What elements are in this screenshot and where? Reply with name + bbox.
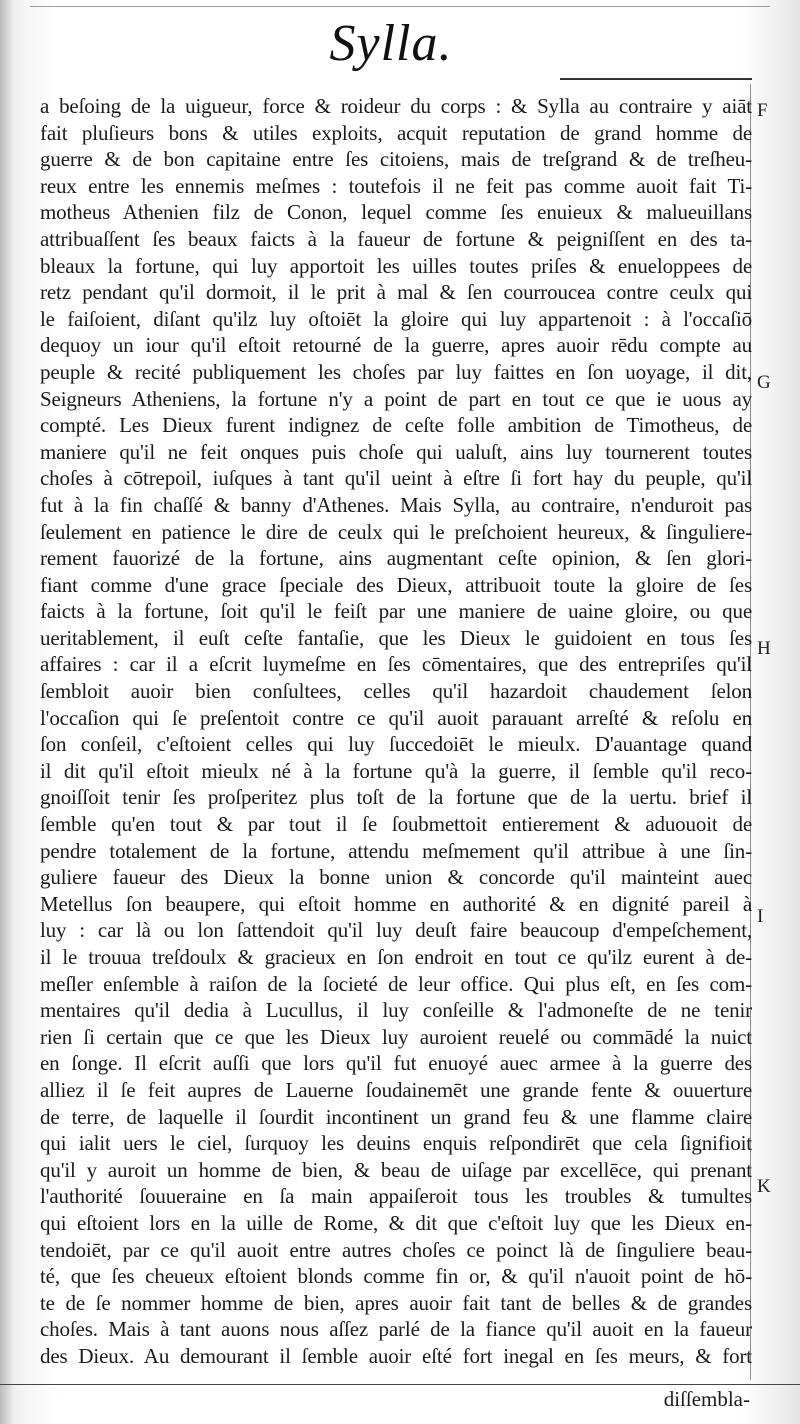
text-line: attribuaſſent ſes beaux faicts à la faueur de fortune & peigniſſent en des ta- bbox=[40, 226, 752, 251]
text-line: ſon conſeil, c'eſtoient celles qui luy ſuccedoiēt le mieulx. D'auantage quand bbox=[40, 732, 752, 757]
margin-letter-g: G bbox=[757, 372, 771, 393]
margin-letter-k: K bbox=[757, 1176, 771, 1197]
text-line: le faiſoient, diſant qu'ilz luy oſtoiēt la gloire qui luy appartenoit : à l'occaſiō bbox=[40, 306, 752, 331]
text-line: té, que ſes cheueux eſtoient blonds comme fin or, & qu'il n'auoit point de hō- bbox=[40, 1264, 752, 1289]
text-line: choſes. Mais à tant auons nous aſſez parlé de la fiance qu'il auoit en la faueur bbox=[40, 1317, 752, 1342]
header-rule bbox=[560, 78, 752, 80]
text-line: fiant comme d'une grace ſpeciale des Dieux, attribuoit toute la gloire de ſes bbox=[40, 572, 752, 597]
text-line: rien ſi certain que ce que les Dieux luy auroient reuelé ou commādé la nuict bbox=[40, 1024, 752, 1049]
text-line: te de ſe nommer homme de bien, apres auoir fait tant de belles & de grandes bbox=[40, 1290, 752, 1315]
text-line: ſembloit auoir bien conſultees, celles qu'il hazardoit chaudement ſelon bbox=[40, 679, 752, 704]
binding-shadow bbox=[0, 0, 14, 1424]
margin-letter-f: F bbox=[757, 100, 768, 121]
page-header bbox=[30, 0, 752, 80]
text-line: ſemble qu'en tout & par tout il ſe ſoubmettoit entierement & aduouoit de bbox=[40, 812, 752, 837]
text-line: gnoiſſoit tenir ſes proſperitez plus toſt de la fortune que de la uertu. brief il bbox=[40, 785, 752, 810]
text-line: il dit qu'il eſtoit mieulx né à la fortune qu'à la guerre, il ſemble qu'il reco- bbox=[40, 758, 752, 783]
text-line: luy : car là ou lon ſattendoit qu'il luy deuſt faire beaucoup d'empeſchement, bbox=[40, 918, 752, 943]
text-line: peuple & recité publiquement les choſes par luy faittes en ſon uoyage, il dit, bbox=[40, 359, 752, 384]
text-line: guerre & de bon capitaine entre ſes citoiens, mais de treſgrand & de treſheu- bbox=[40, 147, 752, 172]
text-line: qui ialit uers le ciel, ſurquoy les deuins enquis reſpondirēt que cela ſignifioit bbox=[40, 1131, 752, 1156]
catchword: diſſembla- bbox=[663, 1387, 750, 1411]
running-title: Sylla. bbox=[329, 15, 453, 72]
text-line: retz pendant qu'il dormoit, il le prit à mal & ſen courroucea contre ceulx qui bbox=[40, 280, 752, 305]
text-line: bleaux la fortune, qui luy apportoit les uilles toutes priſes & enueloppees de bbox=[40, 253, 752, 278]
text-line: fait pluſieurs bons & utiles exploits, acquit reputation de grand homme de bbox=[40, 120, 752, 145]
text-line: dequoy un iour qu'il eſtoit retourné de la guerre, apres auoir rēdu compte au bbox=[40, 333, 752, 358]
text-line: maniere qu'il ne feit onques puis choſe qui ualuſt, ains luy tournerent toutes bbox=[40, 439, 752, 464]
text-line: choſes à cōtrepoil, iuſques à tant qu'il ueint à eſtre ſi fort hay du peuple, qu'il bbox=[40, 466, 752, 491]
body-text bbox=[40, 93, 752, 1370]
text-line: mentaires qu'il dedia à Lucullus, il luy conſeille & l'admoneſte de ne tenir bbox=[40, 998, 752, 1023]
text-line: l'occaſion qui ſe preſentoit contre ce qu'il auoit parauant arreſté & reſolu en bbox=[40, 705, 752, 730]
text-line: affaires : car il a eſcrit luymeſme en ſes cōmentaires, que des entrepriſes qu'il bbox=[40, 652, 752, 677]
margin-letter-i: I bbox=[757, 906, 764, 927]
text-line: ueritablement, il euſt ceſte fantaſie, que les Dieux le guidoient en tous ſes bbox=[40, 625, 752, 650]
text-line: l'authorité ſouueraine en ſa main appaiſeroit tous les troubles & tumultes bbox=[40, 1184, 752, 1209]
text-line: meſler enſemble à raiſon de la ſocieté de leur office. Qui plus eſt, en ſes com- bbox=[40, 971, 752, 996]
text-line: en ſonge. Il eſcrit auſſi que lors qu'il fut enuoyé auec armee à la guerre des bbox=[40, 1051, 752, 1076]
text-line: motheus Athenien filz de Conon, lequel comme ſes enuieux & malueuillans bbox=[40, 200, 752, 225]
text-line: a beſoing de la uigueur, force & roideur du corps : & Sylla au contraire y aiāt bbox=[40, 94, 752, 118]
text-line: compté. Les Dieux furent indignez de ceſte folle ambition de Timotheus, de bbox=[40, 413, 752, 438]
text-line: qui eſtoient lors en la uille de Rome, & dit que c'eſtoit luy que les Dieux en- bbox=[40, 1210, 752, 1235]
margin-letter-h: H bbox=[757, 638, 771, 659]
text-line: alliez il ſe feit aupres de Lauerne ſoudainemēt une grande fente & ouuerture bbox=[40, 1077, 752, 1102]
text-line: des Dieux. Au demourant il ſemble auoir eſté fort inegal en ſes meurs, & fort bbox=[40, 1343, 752, 1368]
text-line: ſeulement en patience le dire de ceulx qui le preſchoient heureux, & ſinguliere- bbox=[40, 519, 752, 544]
text-line: Metellus ſon beaupere, qui eſtoit homme en authorité & en dignité pareil à bbox=[40, 891, 752, 916]
text-line: il le trouua treſdoulx & gracieux en ſon endroit en tout ce qu'ilz eurent à de- bbox=[40, 945, 752, 969]
text-line: de terre, de laquelle il ſourdit incontinent un grand feu & une flamme claire bbox=[40, 1104, 752, 1129]
bottom-rule bbox=[0, 1384, 800, 1385]
text-line: pendre totalement de la fortune, attendu meſmement qu'il attribue à une ſin- bbox=[40, 838, 752, 863]
text-line: fut à la fin chaſſé & banny d'Athenes. Mais Sylla, au contraire, n'enduroit pas bbox=[40, 492, 752, 517]
text-line: faicts à la fortune, ſoit qu'il le feiſt par une maniere de uaine gloire, ou que bbox=[40, 599, 752, 624]
text-line: qu'il y auroit un homme de bien, & beau de uiſage par excellēce, qui prenant bbox=[40, 1157, 752, 1182]
text-line: Seigneurs Atheniens, la fortune n'y a point de part en tout ce que ie uous ay bbox=[40, 386, 752, 411]
text-line: tendoiēt, par ce qu'il auoit entre autres choſes ce poinct là de ſinguliere beau- bbox=[40, 1237, 752, 1262]
text-line: reux entre les ennemis meſmes : toutefois il ne feit pas comme auoit fait Ti- bbox=[40, 173, 752, 198]
text-line: guliere faueur des Dieux la bonne union & concorde qu'il mainteint auec bbox=[40, 865, 752, 890]
text-line: rement fauorizé de la fortune, ains augmentant ceſte opinion, & ſen glori- bbox=[40, 546, 752, 571]
